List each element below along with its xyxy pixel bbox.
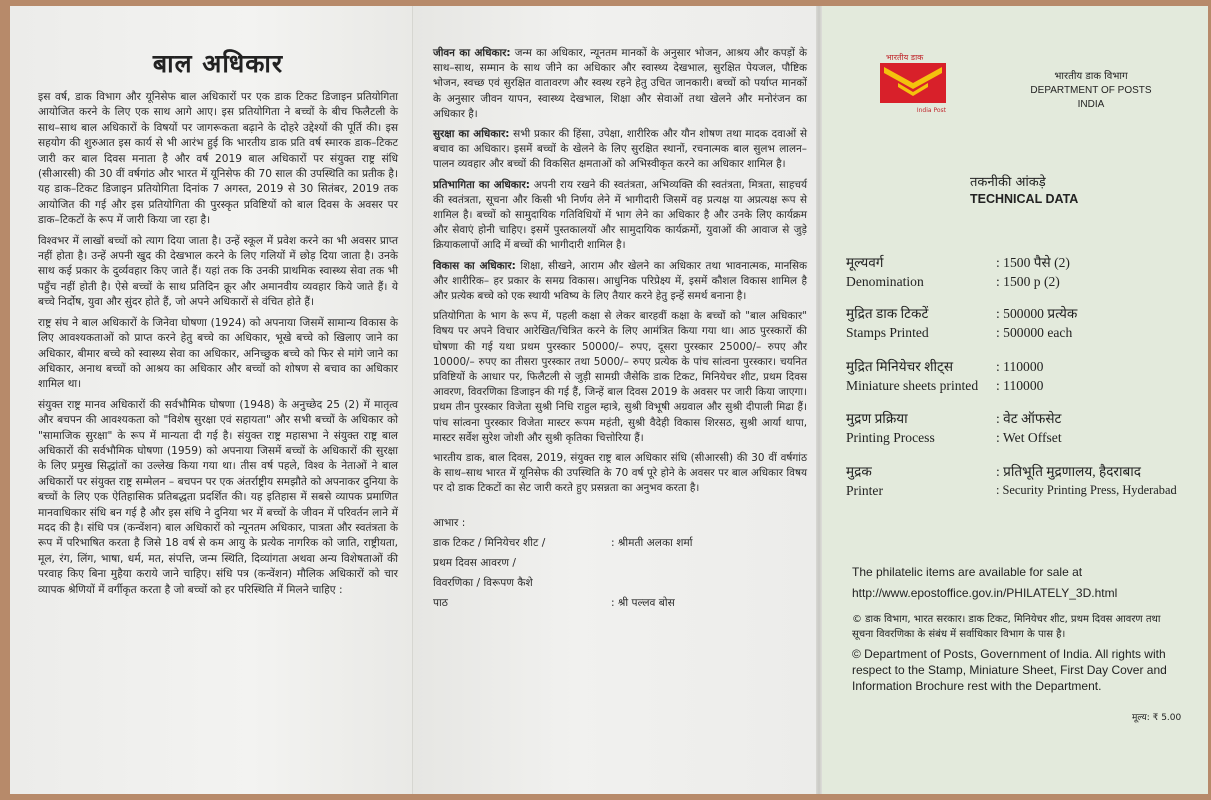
- left-paragraph-4: संयुक्त राष्ट्र मानव अधिकारों की सर्वभौमिक घोषणा (1948) के अनुच्छेद 25 (2) में मातृत्व और बचपन की आवश्यकता को "विशेष सुरक्षा एवं सहायता" और सभी बच्चों के अधिकार को "सामाजिक सुरक्षा" के रूप में मान्यता दी गई है। संयुक्त राष्ट्र महासभा ने संयुक्त राष्ट्र बाल अधिकारों की सर्वभौमिक घोषणा (1959) को अपनाया जिसमें बच्चों के अधिकारों की सुरक्षा के लिए प्रमुख सिद्धांतों का उल्लेख किया गया था। तीस वर्ष पहले, विश्व के नेताओं ने बाल अधिकारों पर संयुक्त राष्ट्र सम्मेलन – बचपन पर एक अंतर्राष्ट्रीय समझौते को अपनाकर दुनिया के बच्चों के लिए एक ऐतिहासिक प्रतिबद्धता प्रदर्शित की। यह इतिहास में सबसे व्यापक प्रमाणित मानवाधिकार संधि बन गई है और इस संधि ने दुनिया भर में बच्चों के जीवन में परिवर्तन लाने में मदद की है। संधि पत्र (कन्वेंशन) बाल अधिकारों को न्यूनतम अधिकार, पात्रता और स्वतंत्रता के रूप में परिभाषित करता है जिसे 18 वर्ष से कम आयु के प्रत्येक नागरिक को जाति, राष्ट्रीयता, मूल, रंग, लिंग, भाषा, धर्म, मत, संपत्ति, जन्म स्थिति, दिव्यांगता अथवा अन्य विशेषताओं की परवाह किए बिना मुहैया कराये जाने चाहिए। संधि पत्र (कन्वेंशन) मौलिक अधिकारों को चार व्यापक श्रेणियों में वर्गीकृत करता है जो बच्चों को हर परिस्थिति में मिलने चाहिए :: [38, 398, 398, 596]
- section-text: सभी प्रकार की हिंसा, उपेक्षा, शारीरिक और यौन शोषण तथा मादक दवाओं से बचाव का अधिकार। इसमें बच्चों के खेलने के लिए सुरक्षित स्थानों, रचनात्मक बाल सुलभ लालन–पालन व्यवहार और बच्चों की विकसित क्षमताओं को अभिस्वीकृत करने का अधिकार शामिल है।: [433, 128, 807, 171]
- copyright-hindi: © डाक विभाग, भारत सरकार। डाक टिकट, मिनियेचर शीट, प्रथम दिवस आवरण तथा सूचना विवरणिका के संबंध में सर्वाधिकार विभाग के पास है।: [852, 614, 1161, 640]
- page-title: बाल अधिकार: [152, 49, 284, 78]
- section-text: शिक्षा, सीखने, आराम और खेलने का अधिकार तथा भावनात्मक, मानसिक और शारीरिक– हर प्रकार के समग्र विकास। आधुनिक परिप्रेक्ष्य में, इसमें कौशल विकास शामिल है और प्रत्येक बच्चे को एक स्थायी भविष्य के लिए तैयार करने हेतु इन्हें समर्थ बनाना है।: [433, 259, 807, 303]
- left-paragraph-1: इस वर्ष, डाक विभाग और यूनिसेफ बाल अधिकारों पर एक डाक टिकट डिजाइन प्रतियोगिता आयोजित करने के लिए एक साथ आगे आए। इस प्रतियोगिता ने बच्चों के बीच फिलैटली के साथ–साथ बाल अधिकारों के विषयों पर जागरूकता बढ़ाने के दोहरे उद्देश्यों की पूर्ति की। इस सहयोग की शुरुआत इस कार्य से भी आरंभ हुई कि भारतीय डाक प्रति वर्ष स्मारक डाक–टिकट जारी कर बाल दिवस मनाता है और वर्ष 2019 बाल अधिकारों पर संयुक्त राष्ट्र संधि (सीआरसी) की 30 वीं वर्षगांठ और भारत में यूनिसेफ की 70 साल की उपस्थिति का प्रतीक है। यह डाक–टिकट डिजाइन प्रतियोगिता दिनांक 7 अगस्त, 2019 से 30 सितंबर, 2019 तक आयोजित की गई और इस प्रतियोगिता की पुरस्कृत प्रविष्टियों को बाल दिवस के अवसर पर डाक–टिकटों के रूप में जारी किया जा रहा है।: [38, 91, 398, 227]
- spec-printer: [846, 462, 1177, 500]
- india-post-logo: [880, 52, 960, 112]
- spec-label-hi: मूल्यवर्ग: [846, 255, 884, 270]
- spec-stamps-printed: [846, 304, 1077, 342]
- credit-value: : श्री पल्लव बोस: [611, 596, 675, 609]
- credit-label: पाठ: [433, 596, 448, 609]
- credits: [433, 513, 807, 613]
- section-heading: प्रतिभागिता का अधिकार:: [433, 178, 530, 191]
- spec-value-en: : 1500 p (2): [996, 274, 1060, 289]
- credit-row: [433, 553, 807, 573]
- section-right-to-life: [433, 46, 807, 122]
- credit-label: विवरणिका / विरूपण कैशे: [433, 576, 533, 589]
- spec-label-hi: मुद्रक: [846, 464, 872, 479]
- spec-label-en: Printer: [846, 483, 883, 498]
- sale-url-link[interactable]: http://www.epostoffice.gov.in/PHILATELY_3D.html: [852, 586, 1118, 600]
- technical-data-heading: TECHNICAL DATA: [970, 192, 1079, 206]
- section-right-to-development: [433, 259, 807, 305]
- brochure: [10, 6, 1208, 794]
- section-heading: सुरक्षा का अधिकार:: [433, 128, 510, 141]
- price-label: मूल्य: ₹ 5.00: [1132, 713, 1182, 723]
- spec-label-hi: मुद्रित डाक टिकटें: [846, 306, 929, 321]
- sale-info: [852, 562, 1192, 604]
- spec-denomination: [846, 253, 1070, 291]
- section-right-to-protection: [433, 127, 807, 173]
- credit-row: [433, 573, 807, 593]
- left-paragraph-2: विश्वभर में लाखों बच्चों को त्याग दिया जाता है। उन्हें स्कूल में प्रवेश करने का भी अवसर प्राप्त नहीं होता है। उन्हें अपनी खुद की देखभाल करने के लिए गलियों में छोड़ दिया जाता है। उनके साथ कई प्रकार के दुर्व्यवहार किए जाते हैं। यहां तक कि उनकी प्राथमिक स्वास्थ्य सेवा तक भी पहुँच नहीं होती है। ऐसे बच्चों के साथ प्रतिदिन क्रूर और अमानवीय व्यवहार किये जाते हैं। ये बच्चे निर्दोष, युवा और सुंदर होते हैं, जो अपने अधिकारों से वंचित होते हैं।: [38, 234, 398, 309]
- dept-english: DEPARTMENT OF POSTS: [1030, 85, 1152, 96]
- department-block: [1016, 70, 1166, 112]
- spec-label-en: Denomination: [846, 274, 924, 289]
- spec-value-en: : Wet Offset: [996, 430, 1062, 445]
- logo-sub: India Post: [916, 107, 946, 114]
- copyright-english: © Department of Posts, Government of India. All rights with respect to the Stamp, Miniature Sheet, First Day Cover and Information Brochure rest with the Department.: [852, 647, 1167, 693]
- dept-hindi: भारतीय डाक विभाग: [1054, 71, 1128, 82]
- credit-label: डाक टिकट / मिनियेचर शीट /: [433, 536, 546, 549]
- right-panel: [822, 6, 1208, 794]
- credit-row: [433, 593, 807, 613]
- spec-label-hi: मुद्रण प्रक्रिया: [846, 411, 908, 426]
- spec-value-hi: : 1500 पैसे (2): [996, 255, 1070, 270]
- technical-data-hindi: तकनीकी आंकड़े: [970, 175, 1046, 190]
- spec-value-hi: : प्रतिभूति मुद्रणालय, हैदराबाद: [996, 464, 1142, 479]
- spec-value-hi: : 110000: [996, 359, 1044, 374]
- spec-label-en: Miniature sheets printed: [846, 378, 979, 393]
- section-heading: विकास का अधिकार:: [433, 259, 516, 272]
- middle-panel: [413, 6, 817, 794]
- sale-line: The philatelic items are available for sale at: [852, 565, 1083, 579]
- mid-paragraph-1: प्रतियोगिता के भाग के रूप में, पहली कक्षा से लेकर बारहवीं कक्षा के बच्चों को "बाल अधिकार" विषय पर अपने विचार आरेखित/चित्रित करने के लिए आमंत्रित किया गया था। आठ पुरस्कारों की घोषणा की गई यथा प्रथम पुरस्कार 50000/– रुपए, दूसरा पुरस्कार 25000/– रुपए और 10000/– रुपए का तीसरा पुरस्कार तथा 5000/– रुपए प्रत्येक के पांच सांत्वना पुरस्कार। चयनित प्रविष्टियों के आधार पर, फिलैटली से जुड़ी सामग्री जैसेकि डाक टिकट, मिनियेचर शीट, प्रथम दिवस आवरण, विवरणिका डिजाइन की गई हैं, जिन्हें बाल दिवस 2019 के अवसर पर जारी किया जाएगा। प्रथम तीन पुरस्कार विजेता सुश्री निधि राहुल म्हात्रे, सुश्री विभूषी अग्रवाल और सुश्री दीपाली मिढा हैं। पांच सांत्वना पुरस्कार विजेता मास्टर रूपम महंती, सुश्री वैदेही विकास शिरसठ, सुश्री आर्या थापा, मास्टर सर्वेश सुरेश जोशी और सुश्री कृतिका चित्तोरिया हैं।: [433, 310, 807, 444]
- spec-printing-process: [846, 409, 1062, 447]
- spec-value-en: : 110000: [996, 378, 1044, 393]
- spec-value-en: : Security Printing Press, Hyderabad: [996, 483, 1177, 497]
- credit-value: [611, 573, 807, 593]
- spec-value-hi: : वेट ऑफसेट: [996, 411, 1062, 426]
- left-panel: [10, 6, 412, 794]
- credits-heading: आभार :: [433, 516, 466, 529]
- spec-value-hi: : 500000 प्रत्येक: [996, 306, 1078, 321]
- credit-row: [433, 533, 807, 553]
- spec-miniature-sheets: [846, 357, 1043, 395]
- credit-label: प्रथम दिवस आवरण /: [433, 556, 516, 569]
- spec-label-en: Stamps Printed: [846, 325, 929, 340]
- section-heading: जीवन का अधिकार:: [433, 47, 511, 59]
- left-paragraph-3: राष्ट्र संघ ने बाल अधिकारों के जिनेवा घोषणा (1924) को अपनाया जिसमें सामान्य विकास के लिए आवश्यकताओं को प्राप्त करने हेतु बच्चे का अधिकार, भूखे बच्चे को खिलाए जाने का अधिकार, बीमार बच्चे को स्वास्थ्य सेवा का अधिकार, अनिच्छुक बच्चे को फिर से मांगे जाने का अधिकार, अनाथ बच्चों को आश्रय का अधिकार और बच्चों को शोषण से बचाव का अधिकार शामिल था।: [38, 316, 398, 391]
- credit-value: [611, 553, 807, 573]
- section-text: अपनी राय रखने की स्वतंत्रता, अभिव्यक्ति की स्वतंत्रता, मित्रता, साहचर्य की स्वतंत्रता, सूचना और किसी भी निर्णय लेने में भागीदारी जिसमें वह प्रत्यक्ष या अप्रत्यक्ष रूप से शामिल है। बच्चों को सामुदायिक गतिविधियों में भाग लेने का अधिकार है और उनके लिए कार्यक्रम और सेवाएं होनी चाहिए। इसमें पुस्तकालयों और सामुदायिक कार्यक्रमों, युवाओं की आवाज से जुड़े क्रियाकलापों आदि में बच्चों की भागीदारी शामिल है।: [433, 178, 807, 252]
- logo-caption: भारतीय डाक: [886, 53, 924, 62]
- mid-paragraph-2: भारतीय डाक, बाल दिवस, 2019, संयुक्त राष्ट्र बाल अधिकार संधि (सीआरसी) की 30 वीं वर्षगांठ के साथ–साथ भारत में यूनिसेफ की उपस्थिति के 70 वर्ष पूरे होने के अवसर पर बाल अधिकार विषय पर दो डाक टिकटों का सेट जारी करते हुए प्रसन्नता का अनुभव करता है।: [433, 452, 807, 495]
- spec-label-en: Printing Process: [846, 430, 935, 445]
- section-text: जन्म का अधिकार, न्यूनतम मानकों के अनुसार भोजन, आश्रय और कपड़ों के साथ–साथ, सम्मान के साथ जीने का अधिकार और स्वास्थ्य देखभाल, सुरक्षित पेयजल, पौष्टिक भोजन, स्वच्छ एवं सुरक्षित वातावरण और स्वस्थ रहने हेतु उचित जानकारी। बच्चों को पर्याप्त मानकों के अनुसार जीवन यापन, स्वास्थ्य देखभाल, शिक्षा और सेवाओं तथा खेलने और मनोरंजन का अधिकार है।: [433, 47, 807, 120]
- dept-country: INDIA: [1077, 99, 1105, 110]
- india-post-logo-icon: [880, 63, 946, 103]
- credit-value: : श्रीमती अलका शर्मा: [611, 536, 693, 549]
- spec-value-en: : 500000 each: [996, 325, 1073, 340]
- section-right-to-participation: [433, 178, 807, 254]
- spec-label-hi: मुद्रित मिनियेचर शीट्स: [846, 359, 954, 374]
